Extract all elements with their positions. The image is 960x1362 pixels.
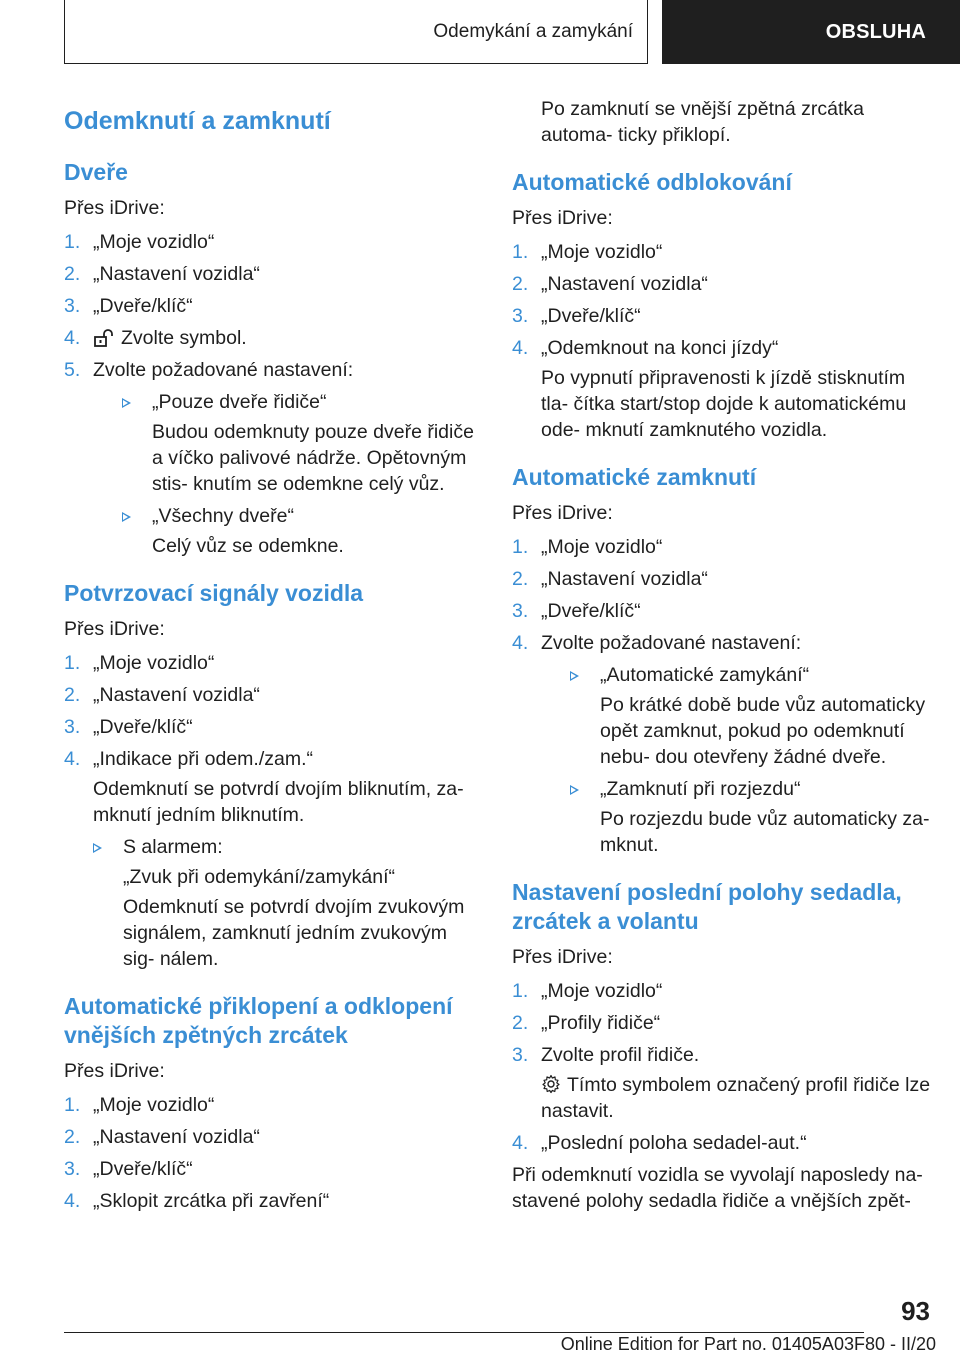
list-item: [64, 650, 476, 676]
step-note: [541, 1072, 932, 1124]
list-item: [64, 1156, 476, 1182]
option-description: Po rozjezdu bude vůz automaticky za- mknut.: [600, 808, 930, 856]
list-item: [64, 746, 476, 972]
list-item: [512, 271, 932, 297]
right-column: [512, 96, 932, 1220]
step-text: „Moje vozidlo“: [93, 652, 215, 674]
header-section: [64, 0, 648, 64]
doors-steps: [64, 229, 476, 559]
step-text: „Odemknout na konci jízdy“: [541, 337, 779, 359]
option-description: Po krátké době bude vůz automaticky opět zamknut, pokud po odemknutí nebu- dou otevřeny žádné dveře.: [600, 694, 926, 768]
unlock-icon: [93, 329, 115, 347]
step-number: 4.: [512, 337, 529, 359]
step-text: „Moje vozidlo“: [541, 980, 663, 1002]
step-note-text: Tímto symbolem označený profil řidiče lze nastavit.: [541, 1074, 931, 1122]
step-text: „Dveře/klíč“: [93, 716, 193, 738]
doors-intro: Přes iDrive:: [64, 197, 165, 219]
option-item: [122, 503, 476, 559]
step-text: „Poslední poloha sedadel-aut.“: [541, 1132, 807, 1154]
step-text: „Sklopit zrcátka při zavření“: [93, 1190, 330, 1212]
step-number: 3.: [64, 295, 81, 317]
list-item: [512, 598, 932, 624]
gear-icon: [541, 1074, 561, 1094]
step-text: „Nastavení vozidla“: [541, 273, 708, 295]
lastpos-intro: Přes iDrive:: [512, 946, 613, 968]
autolock-steps: [512, 534, 932, 858]
option-label: „Pouze dveře řidiče“: [152, 391, 327, 413]
step-number: 1.: [64, 231, 81, 253]
mirrors-continuation: Po zamknutí se vnější zpětná zrcátka automa- ticky přiklopí.: [541, 98, 864, 146]
step-text: „Indikace při odem./zam.“: [93, 748, 313, 770]
list-item: [64, 261, 476, 287]
option-label: „Automatické zamykání“: [600, 664, 810, 686]
triangle-bullet-icon: [122, 398, 131, 408]
option-description: Celý vůz se odemkne.: [152, 535, 344, 557]
mirrors-intro: Přes iDrive:: [64, 1060, 165, 1082]
list-item: [64, 229, 476, 255]
page-number: 93: [901, 1296, 930, 1326]
signals-heading: Potvrzovací signály vozidla: [64, 580, 364, 606]
list-item: [64, 1092, 476, 1118]
list-item: [512, 566, 932, 592]
step-number: 3.: [64, 1158, 81, 1180]
option-value: „Zvuk při odemykání/zamykání“: [123, 866, 396, 888]
step-text: „Nastavení vozidla“: [93, 1126, 260, 1148]
mirrors-heading: Automatické přiklopení a odklopení vnějších zpětných zrcátek: [64, 993, 453, 1048]
step-number: 4.: [512, 1132, 529, 1154]
triangle-bullet-icon: [570, 671, 579, 681]
option-description: Odemknutí se potvrdí dvojím zvukovým signálem, zamknutí jedním zvukovým sig- nálem.: [123, 896, 465, 970]
step-number: 1.: [512, 536, 529, 558]
header-chapter-title: OBSLUHA: [825, 20, 926, 43]
option-item: [570, 776, 932, 858]
autounblock-steps: [512, 239, 932, 443]
step-number: 1.: [512, 980, 529, 1002]
step-text: „Dveře/klíč“: [541, 600, 641, 622]
autolock-options: [541, 662, 932, 858]
list-item: [512, 1042, 932, 1124]
lastpos-heading: Nastavení poslední polohy sedadla, zrcátek a volantu: [512, 879, 902, 934]
triangle-bullet-icon: [570, 785, 579, 795]
list-item: [64, 325, 476, 351]
step-text: Zvolte požadované nastavení:: [541, 632, 802, 654]
step-text: „Moje vozidlo“: [93, 1094, 215, 1116]
step-text: „Moje vozidlo“: [541, 241, 663, 263]
step-text: „Nastavení vozidla“: [93, 263, 260, 285]
step-number: 2.: [512, 273, 529, 295]
step-text: „Nastavení vozidla“: [93, 684, 260, 706]
lastpos-closing: Při odemknutí vozidla se vyvolají naposledy na- stavené polohy sedadla řidiče a vnějších zpět-: [512, 1164, 923, 1212]
lastpos-steps: [512, 978, 932, 1156]
option-item: [570, 662, 932, 770]
list-item: [64, 1188, 476, 1214]
mirrors-steps: [64, 1092, 476, 1214]
step-number: 4.: [512, 632, 529, 654]
autolock-intro: Přes iDrive:: [512, 502, 613, 524]
step-text: Zvolte požadované nastavení:: [93, 359, 354, 381]
list-item: [512, 335, 932, 443]
step-text: „Profily řidiče“: [541, 1012, 661, 1034]
header-chapter: [662, 0, 960, 64]
list-item: [64, 1124, 476, 1150]
option-label: „Zamknutí při rozjezdu“: [600, 778, 801, 800]
list-item: [512, 978, 932, 1004]
footer-divider: [64, 1332, 864, 1333]
step-number: 1.: [512, 241, 529, 263]
doors-options: [93, 389, 476, 559]
step-number: 3.: [64, 716, 81, 738]
step-number: 2.: [512, 1012, 529, 1034]
list-item: [64, 714, 476, 740]
footer-edition-text: Online Edition for Part no. 01405A03F80 - II/20: [560, 1334, 936, 1354]
step-text: „Dveře/klíč“: [541, 305, 641, 327]
signals-intro: Přes iDrive:: [64, 618, 165, 640]
list-item: [512, 1130, 932, 1156]
option-item: [122, 389, 476, 497]
step-number: 4.: [64, 1190, 81, 1212]
step-text: „Moje vozidlo“: [93, 231, 215, 253]
step-number: 4.: [64, 327, 81, 349]
list-item: [64, 682, 476, 708]
list-item: [512, 303, 932, 329]
header-section-title: Odemykání a zamykání: [433, 20, 633, 42]
option-item: [93, 834, 476, 972]
step-number: 4.: [64, 748, 81, 770]
option-description: Budou odemknuty pouze dveře řidiče a víčko palivové nádrže. Opětovným stis- knutím se odemkne celý vůz.: [152, 421, 474, 495]
triangle-bullet-icon: [93, 843, 102, 853]
footer-edition: [561, 1334, 936, 1355]
step-text: „Nastavení vozidla“: [541, 568, 708, 590]
list-item: [512, 1010, 932, 1036]
list-item: [512, 239, 932, 265]
signals-steps: [64, 650, 476, 972]
autounblock-intro: Přes iDrive:: [512, 207, 613, 229]
list-item: [512, 534, 932, 560]
step-text: „Dveře/klíč“: [93, 295, 193, 317]
step-text: „Moje vozidlo“: [541, 536, 663, 558]
list-item: [512, 630, 932, 858]
step-number: 1.: [64, 652, 81, 674]
autounblock-heading: Automatické odblokování: [512, 169, 792, 195]
list-item: [64, 293, 476, 319]
step-number: 2.: [64, 684, 81, 706]
step-number: 3.: [512, 600, 529, 622]
step-number: 1.: [64, 1094, 81, 1116]
option-label: S alarmem:: [123, 836, 223, 858]
step-description: Po vypnutí připravenosti k jízdě stisknutím tla- čítka start/stop dojde k automatickému ode- mknutí zamknutého vozidla.: [541, 367, 907, 441]
autolock-heading: Automatické zamknutí: [512, 464, 757, 490]
step-number: 3.: [512, 1044, 529, 1066]
step-number: 3.: [512, 305, 529, 327]
option-label: „Všechny dveře“: [152, 505, 294, 527]
step-text: Zvolte symbol.: [121, 327, 247, 349]
triangle-bullet-icon: [122, 512, 131, 522]
step-text: Zvolte profil řidiče.: [541, 1044, 700, 1066]
signals-options: [93, 834, 476, 972]
page-title: Odemknutí a zamknutí: [64, 107, 331, 135]
step-description: Odemknutí se potvrdí dvojím bliknutím, za- mknutí jedním bliknutím.: [93, 778, 464, 826]
doors-heading: Dveře: [64, 159, 128, 185]
step-number: 2.: [64, 1126, 81, 1148]
list-item: [64, 357, 476, 559]
step-number: 5.: [64, 359, 81, 381]
step-number: 2.: [512, 568, 529, 590]
step-number: 2.: [64, 263, 81, 285]
left-column: [64, 96, 476, 1220]
step-text: „Dveře/klíč“: [93, 1158, 193, 1180]
